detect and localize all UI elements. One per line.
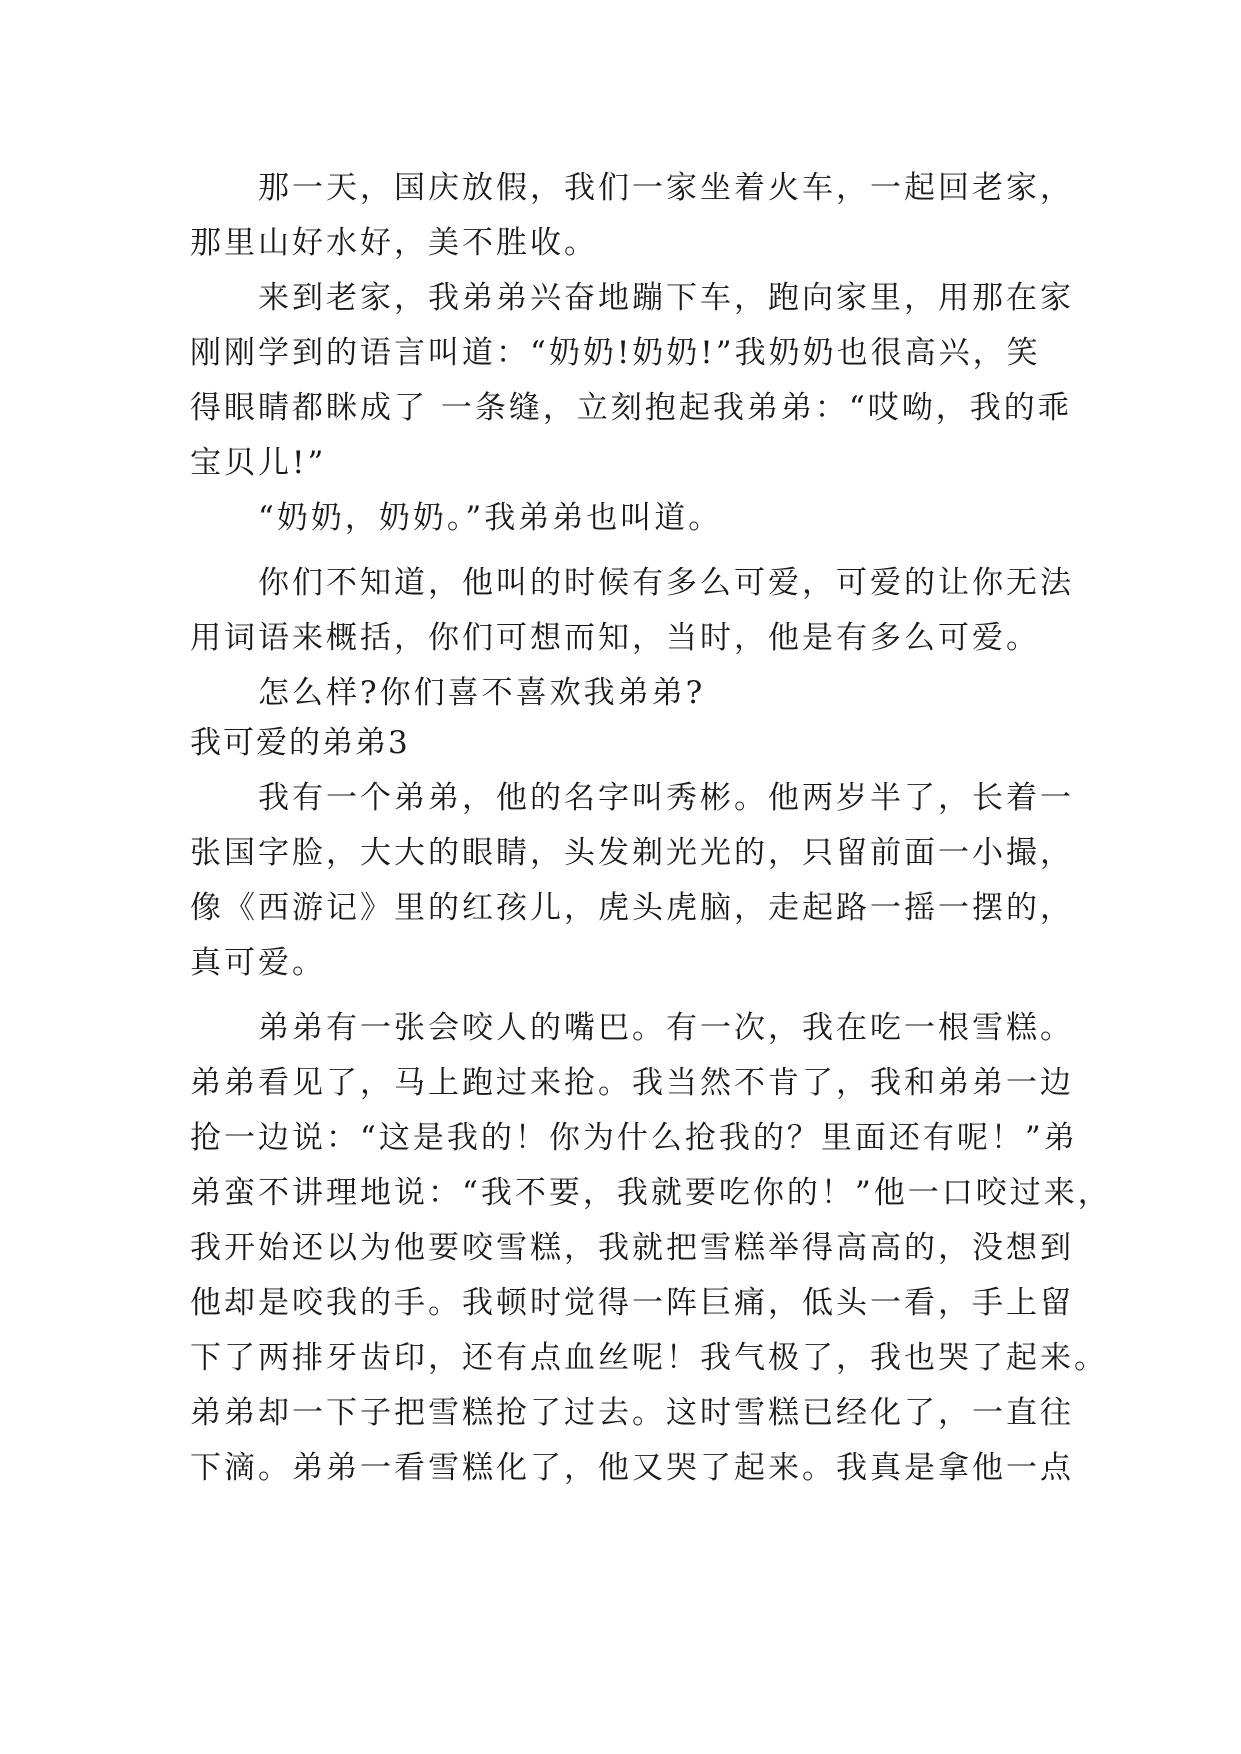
paragraph-line: 那一天，国庆放假，我们一家坐着火车，一起回老家， (258, 170, 1074, 206)
paragraph-line: 用词语来概括，你们可想而知，当时，他是有多么可爱。 (190, 620, 1040, 656)
paragraph-line: 下了两排牙齿印，还有点血丝呢！我气极了，我也哭了起来。 (190, 1340, 1108, 1376)
paragraph-line: 弟蛮不讲理地说：“我不要，我就要吃你的！”他一口咬过来， (190, 1175, 1112, 1211)
paragraph-line: 怎么样?你们喜不喜欢我弟弟? (258, 675, 706, 711)
paragraph-line: 宝贝儿!” (190, 445, 327, 481)
paragraph-line: 刚刚学到的语言叫道：“奶奶!奶奶!”我奶奶也很高兴，笑 (190, 335, 1041, 371)
paragraph-line: 来到老家，我弟弟兴奋地蹦下车，跑向家里，用那在家 (258, 280, 1074, 316)
paragraph-line: 他却是咬我的手。我顿时觉得一阵巨痛，低头一看，手上留 (190, 1285, 1074, 1321)
paragraph-line: 我开始还以为他要咬雪糕，我就把雪糕举得高高的，没想到 (190, 1230, 1074, 1266)
paragraph-line: 那里山好水好，美不胜收。 (190, 225, 598, 261)
paragraph-line: 下滴。弟弟一看雪糕化了，他又哭了起来。我真是拿他一点 (190, 1450, 1074, 1486)
paragraph-line: 张国字脸，大大的眼睛，头发剃光光的，只留前面一小撮， (190, 835, 1074, 871)
paragraph-line: 弟弟却一下子把雪糕抢了过去。这时雪糕已经化了，一直往 (190, 1395, 1074, 1431)
paragraph-line: “奶奶，奶奶。”我弟弟也叫道。 (258, 500, 723, 536)
paragraph-line: 真可爱。 (190, 945, 326, 981)
paragraph-line: 像《西游记》里的红孩儿，虎头虎脑，走起路一摇一摆的， (190, 890, 1074, 926)
section-heading: 我可爱的弟弟3 (190, 725, 410, 761)
paragraph-line: 得眼睛都眯成了 一条缝，立刻抱起我弟弟：“哎呦，我的乖 (190, 390, 1072, 426)
paragraph-line: 你们不知道，他叫的时候有多么可爱，可爱的让你无法 (258, 565, 1074, 601)
paragraph-line: 我有一个弟弟，他的名字叫秀彬。他两岁半了，长着一 (258, 780, 1074, 816)
paragraph-line: 抢一边说：“这是我的！你为什么抢我的？里面还有呢！”弟 (190, 1120, 1078, 1156)
paragraph-line: 弟弟有一张会咬人的嘴巴。有一次，我在吃一根雪糕。 (258, 1010, 1074, 1046)
paragraph-line: 弟弟看见了，马上跑过来抢。我当然不肯了，我和弟弟一边 (190, 1065, 1074, 1101)
